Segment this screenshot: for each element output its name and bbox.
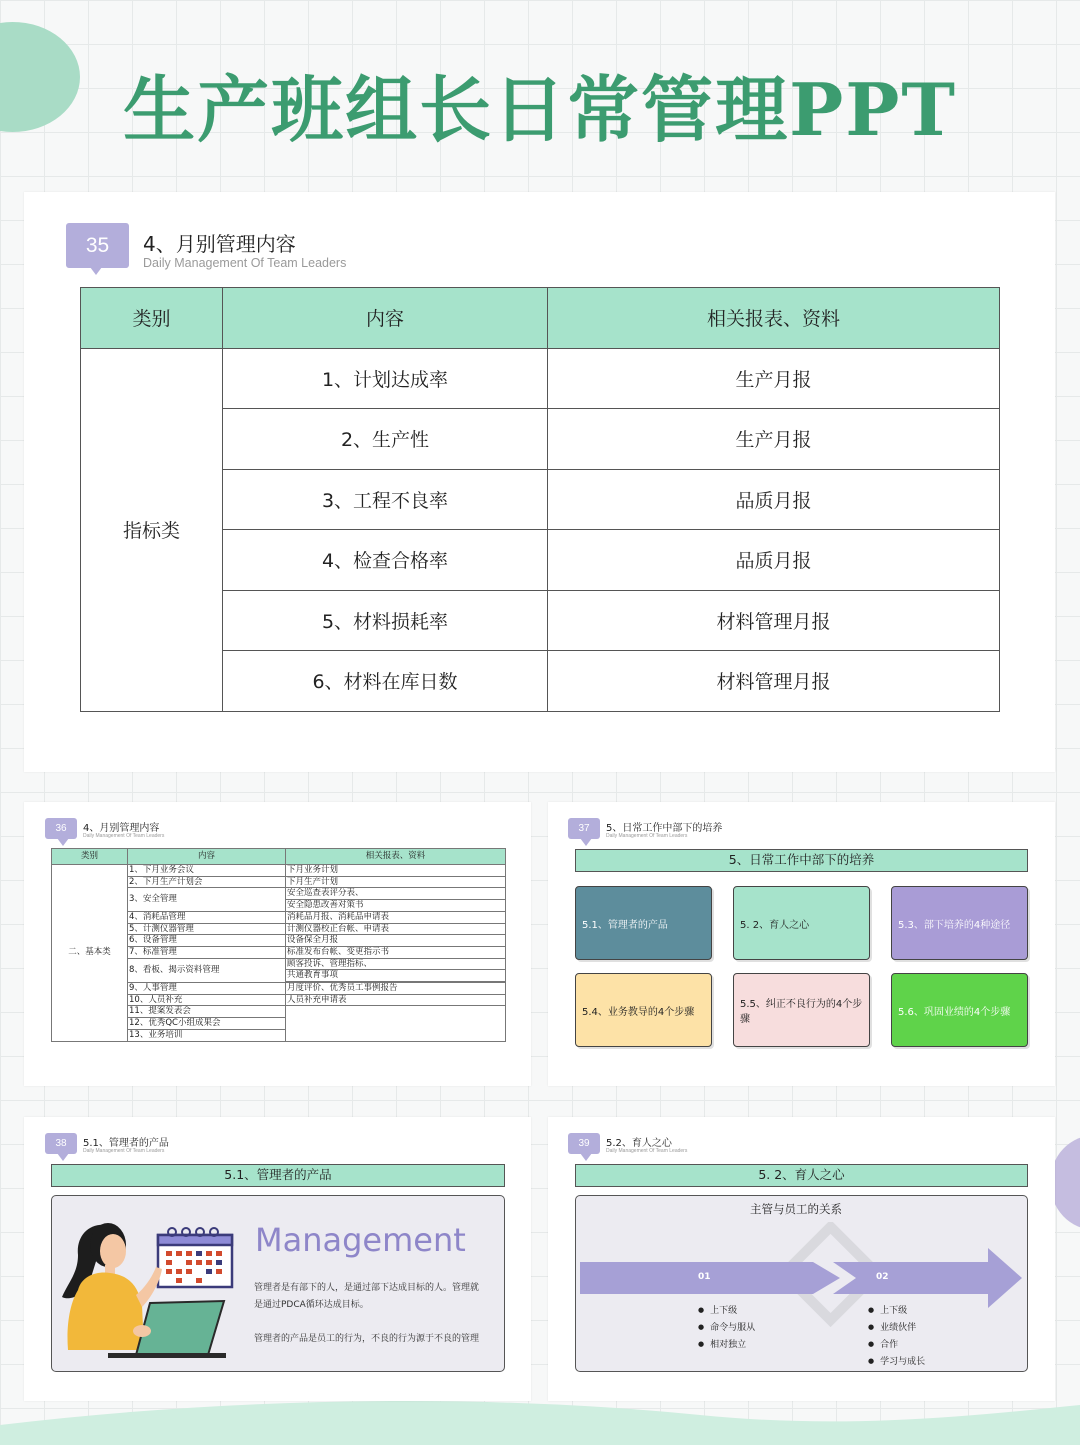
card-correct-behavior-steps[interactable]: 5.5、纠正不良行为的4个步骤 [733,973,870,1047]
report-cell: 人员补充申请表 [286,994,506,1006]
content-cell: 3、安全管理 [128,888,286,911]
slide-subtitle: Daily Management Of Team Leaders [83,1148,165,1154]
slide-title: 4、月别管理内容 [83,823,160,834]
report-cell: 安全巡查表评分表、 [286,888,506,900]
card-nurturing-heart[interactable]: 5. 2、育人之心 [733,886,870,960]
card-consolidate-performance-steps[interactable]: 5.6、巩固业绩的4个步骤 [891,973,1028,1047]
column-header: 类别 [52,849,128,865]
management-description-1b: 是通过PDCA循环达成目标。 [254,1300,369,1310]
slide-subtitle: Daily Management Of Team Leaders [83,833,165,839]
slide-subtitle: Daily Management Of Team Leaders [143,256,347,270]
report-cell: 材料管理月报 [548,651,1000,712]
relationship-list-after [868,1303,925,1371]
slide-title: 5、日常工作中部下的培养 [606,823,723,834]
slide-subtitle: Daily Management Of Team Leaders [606,833,688,839]
content-cell: 3、工程不良率 [223,469,548,530]
content-cell: 10、人员补充 [128,994,286,1006]
report-cell: 顾客投诉、管理指标、 [286,958,506,970]
category-cell: 二、基本类 [52,865,128,1042]
report-cell: 消耗品月报、消耗品申请表 [286,911,506,923]
content-cell: 2、下月生产计划会 [128,876,286,888]
table-row [81,348,1000,409]
report-cell: 月度评价、优秀员工事例报告 [286,983,506,995]
management-description-2: 管理者的产品是员工的行为，不良的行为源于不良的管理 [254,1334,480,1344]
slide-title: 4、月别管理内容 [143,232,296,256]
relationship-list-before [698,1303,755,1354]
content-cell: 5、计测仪器管理 [128,923,286,935]
content-cell: 4、消耗品管理 [128,911,286,923]
content-cell: 9、人事管理 [128,983,286,995]
page-title: 生产班组长日常管理PPT [123,67,957,152]
list-item: ● 上下级 [698,1303,755,1320]
relationship-arrow-diagram [578,1222,1026,1332]
content-cell: 1、计划达成率 [223,348,548,409]
report-cell: 安全隐患改善对策书 [286,900,506,912]
step-label-01: 01 [698,1272,711,1282]
content-cell: 6、材料在库日数 [223,651,548,712]
list-item: ● 上下级 [868,1303,925,1320]
content-cell: 7、标准管理 [128,946,286,958]
content-cell: 2、生产性 [223,409,548,470]
report-cell: 标准发布台帐、变更指示书 [286,946,506,958]
content-cell: 12、优秀QC小组成果会 [128,1018,286,1030]
slide-title: 5.2、育人之心 [606,1138,672,1149]
section-bar: 5.1、管理者的产品 [51,1164,505,1187]
monthly-management-table [80,287,1000,712]
report-cell: 品质月报 [548,469,1000,530]
table-row [52,865,506,877]
content-cell: 13、业务培训 [128,1029,286,1041]
column-header: 相关报表、资料 [286,849,506,865]
list-item: ● 业绩伙伴 [868,1320,925,1337]
column-header: 内容 [128,849,286,865]
column-header: 相关报表、资料 [548,288,1000,349]
report-cell: 下月业务计划 [286,865,506,877]
woman-with-laptop-illustration [58,1215,238,1360]
report-cell: 设备保全月报 [286,935,506,947]
basic-management-table [51,848,506,1042]
table-header-row [81,288,1000,349]
report-cell: 品质月报 [548,530,1000,591]
slide-number-badge: 35 [66,223,129,268]
content-cell: 4、检查合格率 [223,530,548,591]
content-cell: 11、提案发表会 [128,1006,286,1018]
card-coaching-steps[interactable]: 5.4、业务教导的4个步骤 [575,973,712,1047]
content-cell: 6、设备管理 [128,935,286,947]
category-cell: 指标类 [81,348,223,711]
report-cell: 材料管理月报 [548,590,1000,651]
content-cell: 1、下月业务会议 [128,865,286,877]
report-cell: 生产月报 [548,409,1000,470]
content-cell: 8、看板、揭示资料管理 [128,958,286,982]
list-item: ● 合作 [868,1337,925,1354]
list-item: ● 相对独立 [698,1337,755,1354]
table-header-row [52,849,506,865]
slide-number-badge: 38 [45,1133,77,1154]
report-cell: 生产月报 [548,348,1000,409]
report-cell: 共通教育事项 [286,970,506,982]
slide-number-badge: 36 [45,818,77,839]
report-cell: 下月生产计划 [286,876,506,888]
slide-title: 5.1、管理者的产品 [83,1138,169,1149]
management-heading: Management [255,1221,466,1259]
section-bar: 5. 2、育人之心 [575,1164,1028,1187]
list-item: ● 学习与成长 [868,1354,925,1371]
content-cell: 5、材料损耗率 [223,590,548,651]
report-cell: 计测仪器校正台帐、申请表 [286,923,506,935]
list-item: ● 命令与服从 [698,1320,755,1337]
column-header: 内容 [223,288,548,349]
slide-number-badge: 39 [568,1133,600,1154]
report-cell [286,1006,506,1041]
column-header: 类别 [81,288,223,349]
step-label-02: 02 [876,1272,889,1282]
slide-subtitle: Daily Management Of Team Leaders [606,1148,688,1154]
slide-number-badge: 37 [568,818,600,839]
management-description-1a: 管理者是有部下的人，是通过部下达成目标的人。管理就 [254,1283,480,1293]
section-bar: 5、日常工作中部下的培养 [575,849,1028,872]
relationship-title: 主管与员工的关系 [750,1202,842,1216]
card-manager-product[interactable]: 5.1、管理者的产品 [575,886,712,960]
card-training-paths[interactable]: 5.3、部下培养的4种途径 [891,886,1028,960]
